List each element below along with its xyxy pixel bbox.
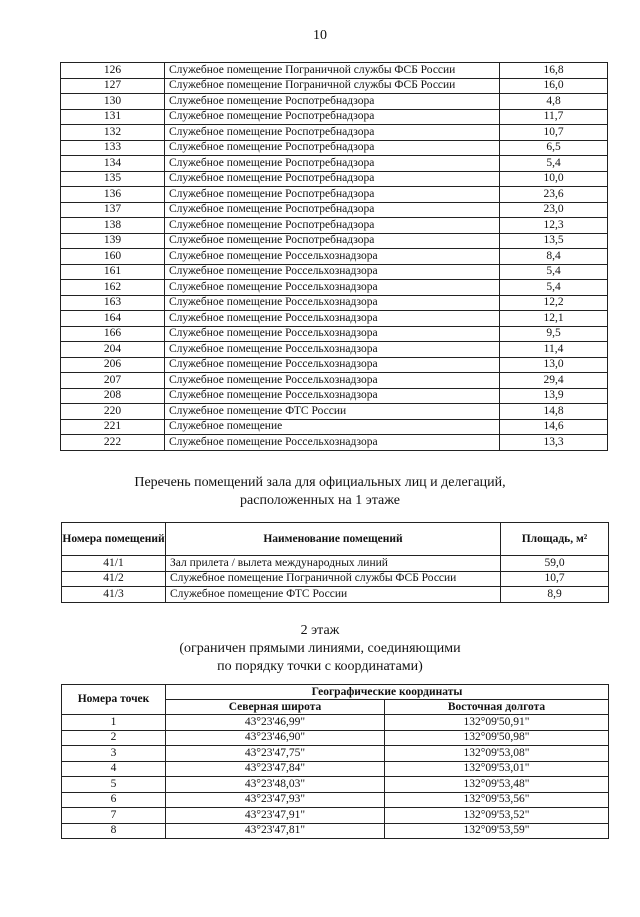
- coords-header-lon: Восточная долгота: [385, 700, 609, 715]
- room-number-cell: 41/1: [62, 556, 166, 572]
- room-name-cell: Служебное помещение Россельхознадзора: [165, 295, 500, 311]
- room-area-cell: 8,9: [501, 587, 609, 603]
- latitude-cell: 43°23'47,75": [166, 746, 385, 762]
- room-area-cell: 11,4: [500, 342, 608, 358]
- room-name-cell: Служебное помещение Россельхознадзора: [165, 264, 500, 280]
- hall-heading: [0, 474, 640, 510]
- latitude-cell: 43°23'47,91": [166, 808, 385, 824]
- room-area-cell: 10,7: [501, 571, 609, 587]
- room-number-cell: 138: [61, 218, 165, 234]
- table-row: [61, 125, 608, 141]
- table-row: [62, 746, 609, 762]
- room-area-cell: 6,5: [500, 140, 608, 156]
- room-area-cell: 5,4: [500, 156, 608, 172]
- table-row: [61, 357, 608, 373]
- longitude-cell: 132°09'53,59": [385, 823, 609, 839]
- table-row: [61, 435, 608, 451]
- room-name-cell: Служебное помещение Роспотребнадзора: [165, 109, 500, 125]
- table-row: [62, 777, 609, 793]
- point-number-cell: 6: [62, 792, 166, 808]
- latitude-cell: 43°23'48,03": [166, 777, 385, 793]
- room-area-cell: 4,8: [500, 94, 608, 110]
- room-area-cell: 12,1: [500, 311, 608, 327]
- room-area-cell: 10,7: [500, 125, 608, 141]
- room-area-cell: 10,0: [500, 171, 608, 187]
- room-number-cell: 135: [61, 171, 165, 187]
- table-row: [61, 311, 608, 327]
- room-name-cell: Служебное помещение Роспотребнадзора: [165, 218, 500, 234]
- table-row: [61, 280, 608, 296]
- room-name-cell: Служебное помещение Роспотребнадзора: [165, 202, 500, 218]
- latitude-cell: 43°23'46,99": [166, 715, 385, 731]
- room-name-cell: Служебное помещение Роспотребнадзора: [165, 125, 500, 141]
- point-number-cell: 4: [62, 761, 166, 777]
- table-row: [62, 556, 609, 572]
- room-name-cell: Служебное помещение Пограничной службы ФСБ России: [165, 78, 500, 94]
- hall-table-body: [62, 556, 609, 603]
- hall-header-num: Номера помещений: [62, 523, 166, 556]
- point-number-cell: 8: [62, 823, 166, 839]
- room-number-cell: 206: [61, 357, 165, 373]
- room-area-cell: 14,8: [500, 404, 608, 420]
- table-row: [62, 587, 609, 603]
- coords-header-points: Номера точек: [62, 685, 166, 715]
- room-name-cell: Служебное помещение Пограничной службы ФСБ России: [166, 571, 501, 587]
- room-number-cell: 41/3: [62, 587, 166, 603]
- room-name-cell: Служебное помещение Роспотребнадзора: [165, 140, 500, 156]
- table-row: [61, 187, 608, 203]
- room-name-cell: Служебное помещение ФТС России: [166, 587, 501, 603]
- room-area-cell: 13,5: [500, 233, 608, 249]
- room-area-cell: 5,4: [500, 264, 608, 280]
- table-row: [61, 156, 608, 172]
- room-area-cell: 23,0: [500, 202, 608, 218]
- latitude-cell: 43°23'47,81": [166, 823, 385, 839]
- latitude-cell: 43°23'47,93": [166, 792, 385, 808]
- room-name-cell: Служебное помещение ФТС России: [165, 404, 500, 420]
- table-row: [61, 233, 608, 249]
- room-number-cell: 164: [61, 311, 165, 327]
- room-area-cell: 16,0: [500, 78, 608, 94]
- room-area-cell: 12,2: [500, 295, 608, 311]
- room-area-cell: 59,0: [501, 556, 609, 572]
- room-number-cell: 221: [61, 419, 165, 435]
- table-row: [61, 388, 608, 404]
- point-number-cell: 7: [62, 808, 166, 824]
- hall-header-name: Наименование помещений: [166, 523, 501, 556]
- room-area-cell: 16,8: [500, 63, 608, 79]
- hall-table-header: [62, 523, 609, 556]
- room-name-cell: Служебное помещение Роспотребнадзора: [165, 233, 500, 249]
- room-name-cell: Зал прилета / вылета международных линий: [166, 556, 501, 572]
- room-number-cell: 163: [61, 295, 165, 311]
- floor2-heading: [0, 622, 640, 676]
- room-name-cell: Служебное помещение Россельхознадзора: [165, 357, 500, 373]
- room-name-cell: Служебное помещение Роспотребнадзора: [165, 94, 500, 110]
- room-number-cell: 208: [61, 388, 165, 404]
- longitude-cell: 132°09'53,52": [385, 808, 609, 824]
- room-area-cell: 13,9: [500, 388, 608, 404]
- longitude-cell: 132°09'53,56": [385, 792, 609, 808]
- table-row: [62, 571, 609, 587]
- floor2-heading-line2: (ограничен прямыми линиями, соединяющими: [179, 641, 461, 656]
- table-row: [61, 249, 608, 265]
- coords-table-body: [62, 715, 609, 839]
- table-row: [61, 109, 608, 125]
- hall-heading-line1: Перечень помещений зала для официальных лиц и делегаций,: [134, 475, 506, 490]
- table-row: [61, 171, 608, 187]
- floor2-heading-line3: по порядку точки с координатами): [217, 659, 423, 674]
- longitude-cell: 132°09'50,98": [385, 730, 609, 746]
- table-row: [61, 140, 608, 156]
- room-area-cell: 12,3: [500, 218, 608, 234]
- room-area-cell: 13,3: [500, 435, 608, 451]
- room-area-cell: 11,7: [500, 109, 608, 125]
- room-area-cell: 9,5: [500, 326, 608, 342]
- coords-header-lat: Северная широта: [166, 700, 385, 715]
- table-row: [61, 326, 608, 342]
- longitude-cell: 132°09'53,08": [385, 746, 609, 762]
- room-number-cell: 137: [61, 202, 165, 218]
- room-name-cell: Служебное помещение Россельхознадзора: [165, 249, 500, 265]
- room-number-cell: 222: [61, 435, 165, 451]
- room-area-cell: 5,4: [500, 280, 608, 296]
- table-row: [61, 419, 608, 435]
- floor2-heading-line1: 2 этаж: [300, 623, 340, 638]
- table-row: [61, 295, 608, 311]
- room-name-cell: Служебное помещение Роспотребнадзора: [165, 156, 500, 172]
- table-row: [62, 730, 609, 746]
- page-number: 10: [313, 28, 327, 43]
- room-number-cell: 134: [61, 156, 165, 172]
- room-number-cell: 207: [61, 373, 165, 389]
- longitude-cell: 132°09'53,01": [385, 761, 609, 777]
- table-row: [61, 342, 608, 358]
- room-name-cell: Служебное помещение Роспотребнадзора: [165, 187, 500, 203]
- room-number-cell: 131: [61, 109, 165, 125]
- room-number-cell: 160: [61, 249, 165, 265]
- table-row: [62, 761, 609, 777]
- hall-heading-line2: расположенных на 1 этаже: [240, 493, 400, 508]
- room-name-cell: Служебное помещение Россельхознадзора: [165, 435, 500, 451]
- table-row: [61, 202, 608, 218]
- room-name-cell: Служебное помещение Россельхознадзора: [165, 280, 500, 296]
- table-row: [61, 218, 608, 234]
- room-number-cell: 161: [61, 264, 165, 280]
- point-number-cell: 2: [62, 730, 166, 746]
- longitude-cell: 132°09'50,91": [385, 715, 609, 731]
- coords-header-row1: [62, 685, 609, 700]
- rooms-table-body: [61, 63, 608, 451]
- table-row: [61, 94, 608, 110]
- room-number-cell: 136: [61, 187, 165, 203]
- room-name-cell: Служебное помещение Россельхознадзора: [165, 342, 500, 358]
- room-number-cell: 220: [61, 404, 165, 420]
- table-row: [61, 78, 608, 94]
- room-name-cell: Служебное помещение: [165, 419, 500, 435]
- room-area-cell: 14,6: [500, 419, 608, 435]
- room-number-cell: 41/2: [62, 571, 166, 587]
- coords-header-geo: Географические координаты: [166, 685, 609, 700]
- room-number-cell: 126: [61, 63, 165, 79]
- hall-header-area: Площадь, м²: [501, 523, 609, 556]
- room-area-cell: 8,4: [500, 249, 608, 265]
- latitude-cell: 43°23'47,84": [166, 761, 385, 777]
- room-number-cell: 133: [61, 140, 165, 156]
- hall-table: [61, 522, 609, 603]
- room-number-cell: 162: [61, 280, 165, 296]
- room-area-cell: 29,4: [500, 373, 608, 389]
- rooms-table: [60, 62, 608, 451]
- room-number-cell: 204: [61, 342, 165, 358]
- room-name-cell: Служебное помещение Россельхознадзора: [165, 388, 500, 404]
- room-name-cell: Служебное помещение Россельхознадзора: [165, 311, 500, 327]
- coords-table: [61, 684, 609, 839]
- room-number-cell: 166: [61, 326, 165, 342]
- room-name-cell: Служебное помещение Россельхознадзора: [165, 326, 500, 342]
- room-number-cell: 132: [61, 125, 165, 141]
- room-number-cell: 127: [61, 78, 165, 94]
- table-row: [61, 404, 608, 420]
- table-row: [62, 823, 609, 839]
- room-area-cell: 23,6: [500, 187, 608, 203]
- room-area-cell: 13,0: [500, 357, 608, 373]
- table-row: [61, 264, 608, 280]
- table-row: [61, 373, 608, 389]
- room-name-cell: Служебное помещение Пограничной службы ФСБ России: [165, 63, 500, 79]
- table-row: [62, 715, 609, 731]
- room-number-cell: 130: [61, 94, 165, 110]
- longitude-cell: 132°09'53,48": [385, 777, 609, 793]
- room-name-cell: Служебное помещение Россельхознадзора: [165, 373, 500, 389]
- room-name-cell: Служебное помещение Роспотребнадзора: [165, 171, 500, 187]
- table-row: [61, 63, 608, 79]
- point-number-cell: 5: [62, 777, 166, 793]
- room-number-cell: 139: [61, 233, 165, 249]
- table-row: [62, 792, 609, 808]
- latitude-cell: 43°23'46,90": [166, 730, 385, 746]
- point-number-cell: 1: [62, 715, 166, 731]
- table-row: [62, 808, 609, 824]
- point-number-cell: 3: [62, 746, 166, 762]
